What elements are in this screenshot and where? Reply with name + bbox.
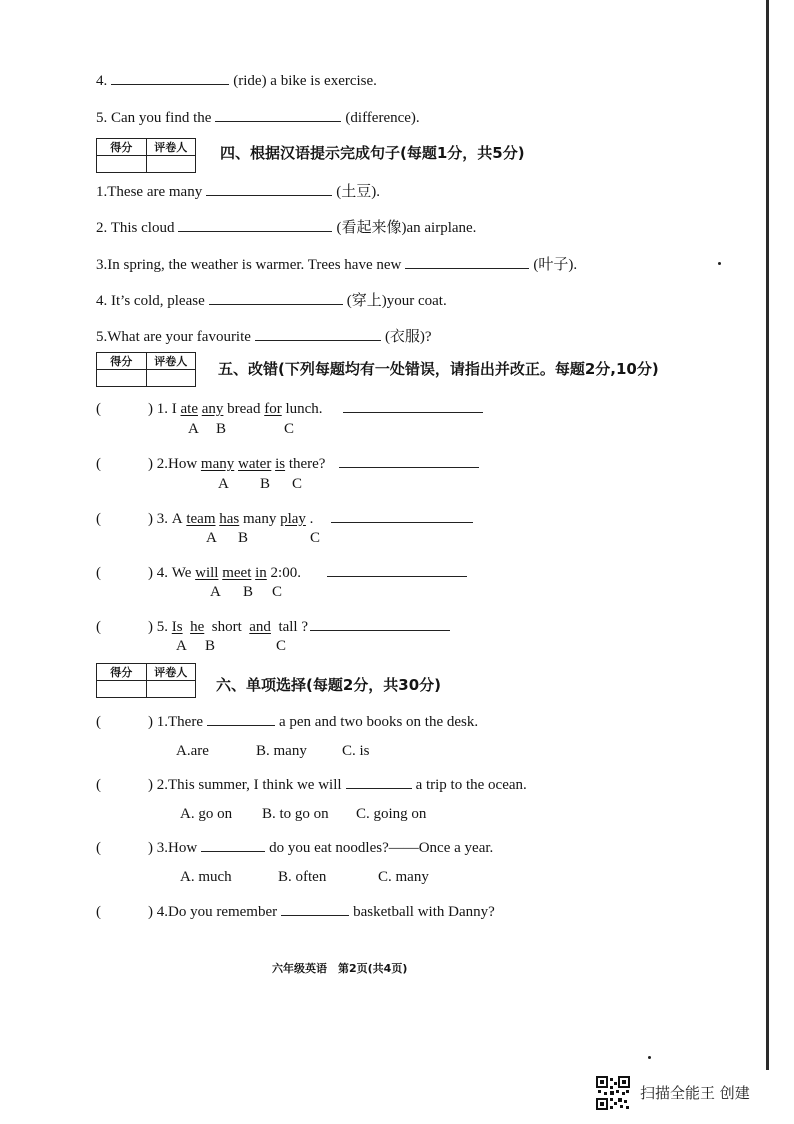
- item-text: 1.These are many: [96, 184, 203, 200]
- word: short: [211, 619, 242, 635]
- choice-b[interactable]: B. to go on: [262, 806, 329, 822]
- score-label: 得分: [110, 141, 133, 154]
- word-option-c: and: [249, 619, 271, 635]
- sec6-item-1: [96, 711, 478, 731]
- item-text: 4.Do you remember: [156, 904, 278, 920]
- item-number: 5.: [96, 110, 108, 126]
- word-option-b: any: [201, 401, 224, 417]
- word: there?: [288, 456, 326, 472]
- item-number: 3.: [156, 511, 168, 527]
- item-number: 4.: [156, 565, 168, 581]
- word-option-a: team: [186, 511, 216, 527]
- option-letter-a: A: [218, 476, 229, 492]
- item-text: 2.This summer, I think we will: [156, 777, 342, 793]
- option-letter-c: C: [292, 476, 303, 492]
- choice-b[interactable]: B. often: [278, 869, 327, 885]
- score-label: 得分: [110, 666, 133, 679]
- answer-blank[interactable]: [405, 254, 529, 269]
- option-letter-c: C: [276, 638, 287, 654]
- option-letter-b: B: [243, 584, 254, 600]
- answer-paren-close: ): [148, 619, 153, 635]
- item-text: basketball with Danny?: [353, 904, 495, 920]
- word: I: [171, 401, 177, 417]
- item-text: (ride) a bike is exercise.: [233, 73, 377, 89]
- scan-speck: [648, 1056, 651, 1059]
- word: How: [168, 456, 198, 472]
- word-option-c: play: [280, 511, 306, 527]
- score-cell[interactable]: [97, 156, 146, 172]
- answer-blank[interactable]: [281, 901, 349, 916]
- choice-b[interactable]: B. many: [256, 743, 307, 759]
- answer-blank[interactable]: [215, 107, 341, 122]
- correction-blank[interactable]: [327, 562, 467, 577]
- choice-c[interactable]: C. going on: [356, 806, 427, 822]
- answer-blank[interactable]: [111, 70, 229, 85]
- scan-edge-line: [766, 0, 769, 1070]
- word-option-a: will: [195, 565, 219, 581]
- item-number: 4.: [96, 73, 108, 89]
- grader-label: 评卷人: [146, 664, 196, 680]
- word-option-c: for: [264, 401, 282, 417]
- answer-blank[interactable]: [201, 837, 265, 852]
- word: A: [171, 511, 183, 527]
- choice-a[interactable]: A.are: [176, 743, 209, 759]
- sec4-item-1: [96, 180, 380, 201]
- word-option-a: ate: [180, 401, 198, 417]
- item-text: (叶子).: [533, 257, 578, 273]
- item-text: 3.How: [156, 840, 198, 856]
- sec4-item-5: [96, 325, 432, 346]
- answer-paren-close: ): [148, 401, 153, 417]
- grader-cell[interactable]: [146, 156, 196, 172]
- page-footer: 六年级英语 第2页(共4页): [272, 962, 408, 975]
- sec5-item-1: [96, 398, 487, 418]
- item-text: 1.There: [156, 714, 203, 730]
- option-letter-c: C: [310, 530, 321, 546]
- word-option-b: has: [219, 511, 240, 527]
- item-text: (衣服)?: [384, 329, 432, 345]
- item-text: 2. This cloud: [96, 220, 175, 236]
- answer-blank[interactable]: [178, 217, 332, 232]
- score-box: [96, 138, 196, 173]
- answer-paren-open[interactable]: (: [96, 840, 101, 856]
- fill-item-4: [96, 70, 377, 90]
- word: many: [243, 511, 277, 527]
- qr-code-icon: [596, 1076, 630, 1110]
- item-text: (土豆).: [336, 184, 380, 200]
- item-number: 2.: [156, 456, 168, 472]
- sec5-item-5: [96, 616, 454, 636]
- word: .: [309, 511, 314, 527]
- correction-blank[interactable]: [343, 398, 483, 413]
- option-letter-b: B: [260, 476, 271, 492]
- option-letter-c: C: [284, 421, 295, 437]
- correction-blank[interactable]: [331, 508, 473, 523]
- item-text: 5.What are your favourite: [96, 329, 251, 345]
- scanner-watermark: 扫描全能王 创建: [640, 1084, 750, 1102]
- sec6-item-3: [96, 837, 493, 857]
- word: We: [171, 565, 192, 581]
- choice-c[interactable]: C. many: [378, 869, 429, 885]
- correction-blank[interactable]: [339, 453, 479, 468]
- word-option-a: Is: [171, 619, 183, 635]
- sec4-item-4: [96, 289, 447, 310]
- score-cell[interactable]: [97, 681, 146, 697]
- item-text: (穿上)your coat.: [346, 293, 447, 309]
- word: 2:00.: [270, 565, 301, 581]
- answer-blank[interactable]: [255, 326, 381, 341]
- grader-cell[interactable]: [146, 681, 196, 697]
- option-letter-a: A: [206, 530, 217, 546]
- sec4-item-2: [96, 216, 476, 237]
- sec6-item-2: [96, 774, 527, 794]
- word-option-c: in: [255, 565, 267, 581]
- word: bread: [227, 401, 261, 417]
- answer-blank[interactable]: [209, 290, 343, 305]
- answer-paren-close: ): [148, 840, 153, 856]
- sec4-item-3: [96, 253, 577, 274]
- grader-label: 评卷人: [146, 139, 196, 155]
- grader-cell[interactable]: [146, 370, 196, 386]
- item-text: (difference).: [345, 110, 420, 126]
- option-letter-c: C: [272, 584, 283, 600]
- item-text: a trip to the ocean.: [415, 777, 527, 793]
- scan-speck: [718, 262, 721, 265]
- choice-a[interactable]: A. much: [180, 869, 232, 885]
- grader-label: 评卷人: [146, 353, 196, 369]
- item-text: 3.In spring, the weather is warmer. Trees have new: [96, 257, 402, 273]
- item-text: 4. It’s cold, please: [96, 293, 205, 309]
- answer-paren-open[interactable]: (: [96, 511, 101, 527]
- answer-paren-close: ): [148, 777, 153, 793]
- option-letter-a: A: [176, 638, 187, 654]
- section-5-title: 五、改错(下列每题均有一处错误，请指出并改正。每题2分,10分): [218, 360, 659, 378]
- option-letter-a: A: [188, 421, 199, 437]
- choice-a[interactable]: A. go on: [180, 806, 233, 822]
- item-text: (看起来像)an airplane.: [336, 220, 477, 236]
- answer-paren-close: ): [148, 456, 153, 472]
- word-option-c: is: [275, 456, 286, 472]
- word-option-b: meet: [222, 565, 252, 581]
- answer-paren-open[interactable]: (: [96, 565, 101, 581]
- answer-paren-open[interactable]: (: [96, 714, 101, 730]
- answer-paren-open[interactable]: (: [96, 904, 101, 920]
- score-cell[interactable]: [97, 370, 146, 386]
- word: tall ?: [278, 619, 309, 635]
- answer-paren-open[interactable]: (: [96, 401, 101, 417]
- score-label: 得分: [110, 355, 133, 368]
- answer-paren-close: ): [148, 565, 153, 581]
- section-6-title: 六、单项选择(每题2分，共30分): [216, 676, 442, 694]
- answer-paren-open[interactable]: (: [96, 619, 101, 635]
- section-4-title: 四、根据汉语提示完成句子(每题1分，共5分): [220, 144, 525, 162]
- correction-blank[interactable]: [310, 616, 450, 631]
- word-option-b: water: [238, 456, 272, 472]
- fill-item-5: [96, 107, 420, 127]
- sec5-item-3: [96, 508, 477, 528]
- word: lunch.: [285, 401, 323, 417]
- choice-c[interactable]: C. is: [342, 743, 370, 759]
- answer-paren-close: ): [148, 511, 153, 527]
- answer-paren-close: ): [148, 714, 153, 730]
- word-option-b: he: [190, 619, 205, 635]
- item-text: do you eat noodles?——Once a year.: [269, 840, 494, 856]
- item-number: 5.: [156, 619, 168, 635]
- sec5-item-4: [96, 562, 471, 582]
- score-box: [96, 352, 196, 387]
- score-box: [96, 663, 196, 698]
- option-letter-a: A: [210, 584, 221, 600]
- item-text: Can you find the: [111, 110, 212, 126]
- item-number: 1.: [156, 401, 168, 417]
- item-text: a pen and two books on the desk.: [278, 714, 479, 730]
- answer-blank[interactable]: [207, 711, 275, 726]
- answer-paren-close: ): [148, 904, 153, 920]
- option-letter-b: B: [216, 421, 227, 437]
- option-letter-b: B: [205, 638, 216, 654]
- word-option-a: many: [200, 456, 235, 472]
- answer-blank[interactable]: [206, 181, 332, 196]
- sec6-item-4: [96, 901, 495, 921]
- answer-paren-open[interactable]: (: [96, 456, 101, 472]
- answer-blank[interactable]: [346, 774, 412, 789]
- answer-paren-open[interactable]: (: [96, 777, 101, 793]
- option-letter-b: B: [238, 530, 249, 546]
- sec5-item-2: [96, 453, 483, 473]
